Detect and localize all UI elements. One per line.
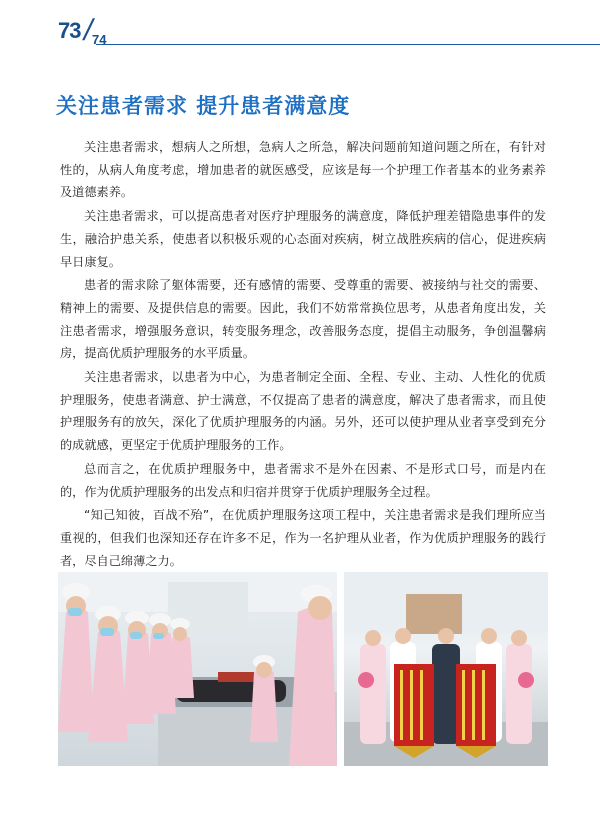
- paragraph-3: 患者的需求除了躯体需要，还有感情的需要、受尊重的需要、被接纳与社交的需要、精神上的需要、及提供信息的需要。因此，我们不妨常常换位思考，从患者角度出发，关注患者需求，增强服务意识，转变服务理念，改善服务态度，提倡主动服务，争创温馨病房，提高优质护理服务的水平质量。: [60, 278, 546, 361]
- article-title: 关注患者需求 提升患者满意度: [56, 94, 351, 118]
- nurses-ward-photo: [58, 572, 337, 766]
- banner-presentation-photo: [344, 572, 548, 766]
- page-number: [58, 14, 107, 47]
- header-rule: [96, 44, 600, 45]
- paragraph-4: 关注患者需求，以患者为中心，为患者制定全面、全程、专业、主动、人性化的优质护理服务，使患者满意、护士满意，不仅提高了患者的满意度，解决了患者需求，而且使护理服务有的放矢，深化了优质护理服务的内涵。另外，还可以使护理从业者享受到充分的成就感，更坚定于优质护理服务的工作。: [60, 370, 546, 453]
- article-body: [60, 136, 546, 573]
- ward-scene-illustration: [58, 572, 337, 766]
- paragraph-6: “知己知彼，百战不殆”，在优质护理服务这项工程中，关注患者需求是我们理所应当重视的，但我们也深知还存在许多不足，作为一名护理从业者，作为优质护理服务的践行者，尽自己绵薄之力。: [60, 508, 546, 568]
- total-pages: 74: [92, 32, 107, 47]
- banner-scene-illustration: [344, 572, 548, 766]
- paragraph-5: 总而言之，在优质护理服务中，患者需求不是外在因素、不是形式口号，而是内在的，作为优质护理服务的出发点和归宿并贯穿于优质护理服务全过程。: [60, 461, 546, 499]
- paragraph-2: 关注患者需求，可以提高患者对医疗护理服务的满意度，降低护理差错隐患事件的发生，融洽护患关系，使患者以积极乐观的心态面对疾病，树立战胜疾病的信心，促进疾病早日康复。: [60, 209, 546, 269]
- photo-row: [58, 572, 548, 766]
- page-slash: /: [80, 14, 96, 47]
- paragraph-1: 关注患者需求，想病人之所想，急病人之所急，解决问题前知道问题之所在，有针对性的，从病人角度考虑，增加患者的就医感受，应该是每一个护理工作者基本的业务素养及道德素养。: [60, 140, 546, 200]
- current-page: 73: [58, 18, 81, 43]
